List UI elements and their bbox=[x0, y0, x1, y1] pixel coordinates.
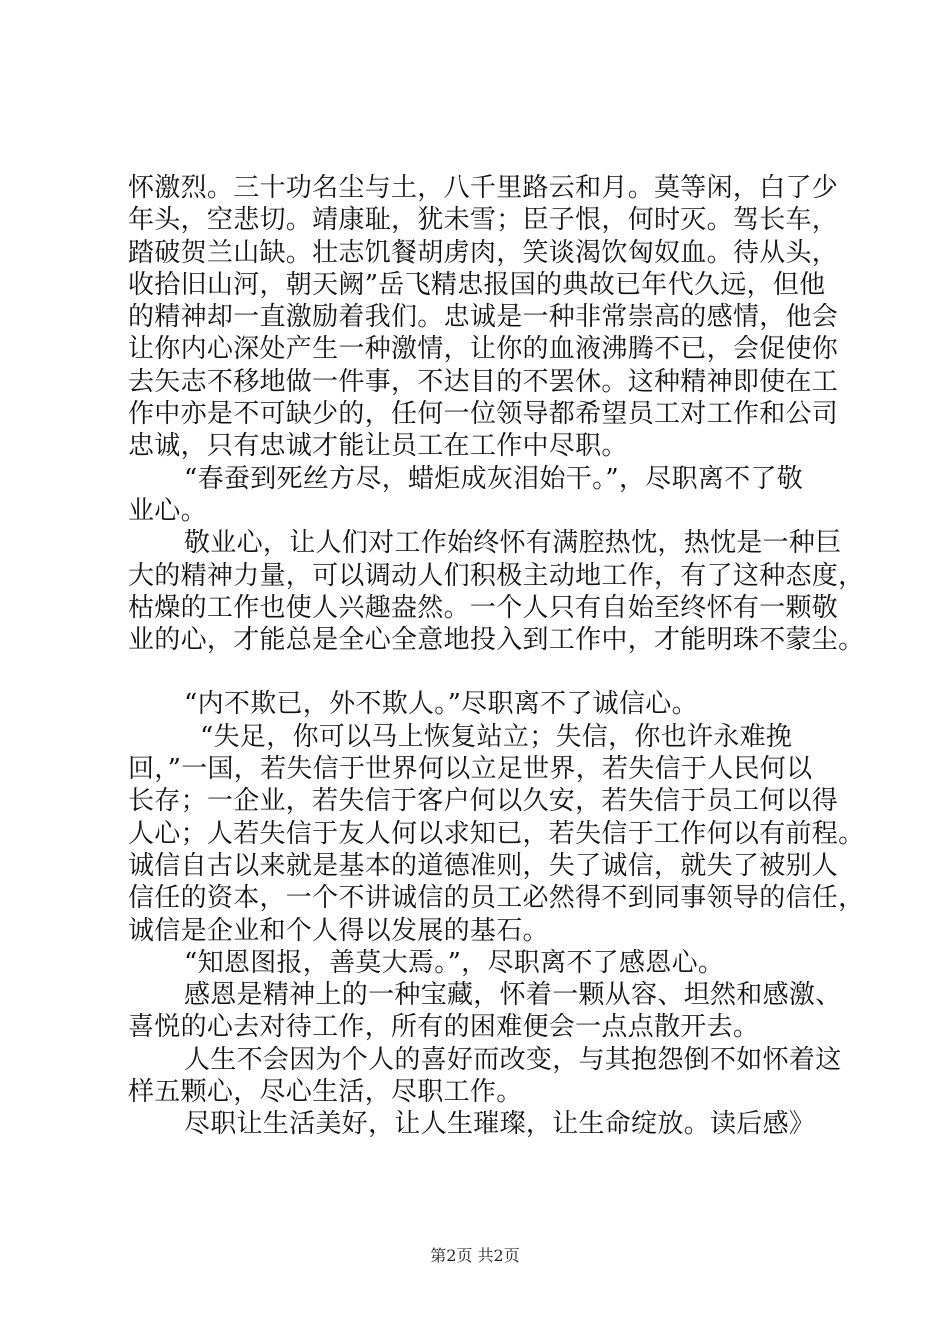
text-line: 业的心，才能总是全心全意地投入到工作中，才能明珠不蒙尘。 bbox=[128, 625, 865, 656]
text-line: 大的精神力量，可以调动人们积极主动地工作，有了这种态度， bbox=[128, 560, 865, 591]
text-line: 诚信自古以来就是基本的道德准则，失了诚信，就失了被别人 bbox=[128, 850, 839, 881]
text-line: 尽职让生活美好，让人生璀璨，让生命绽放。读后感》 bbox=[184, 1109, 816, 1140]
text-line: 信任的资本，一个不讲诚信的员工必然得不到同事领导的信任， bbox=[128, 883, 865, 914]
text-line: 踏破贺兰山缺。壮志饥餐胡虏肉，笑谈渴饮匈奴血。待从头， bbox=[128, 237, 839, 268]
text-line: 的精神却一直激励着我们。忠诚是一种非常崇高的感情，他会 bbox=[128, 302, 839, 333]
text-line: 怀激烈。三十功名尘与土，八千里路云和月。莫等闲，白了少 bbox=[128, 173, 839, 203]
text-line: 人生不会因为个人的喜好而改变，与其抱怨倒不如怀着这 bbox=[184, 1044, 842, 1075]
text-line: 作中亦是不可缺少的，任何一位领导都希望员工对工作和公司 bbox=[128, 399, 839, 430]
text-line: 人心；人若失信于友人何以求知已，若失信于工作何以有前程。 bbox=[128, 818, 865, 849]
text-line: 年头，空悲切。靖康耻，犹未雪；臣子恨，何时灭。驾长车， bbox=[128, 205, 839, 236]
page-footer bbox=[0, 1246, 950, 1266]
text-line: 喜悦的心去对待工作，所有的困难便会一点点散开去。 bbox=[128, 1012, 760, 1043]
text-line: “失足，你可以马上恢复站立；失信，你也许永难挽 bbox=[200, 721, 793, 752]
text-line: 长存；一企业，若失信于客户何以久安，若失信于员工何以得 bbox=[128, 786, 839, 817]
text-line: “内不欺已，外不欺人。”尽职离不了诚信心。 bbox=[184, 689, 698, 720]
text-line: 让你内心深处产生一种激情，让你的血液沸腾不已，会促使你 bbox=[128, 334, 839, 365]
page-number-label: 第2页 共2页 bbox=[430, 1246, 520, 1265]
text-line: 业心。 bbox=[128, 495, 207, 526]
text-line: “春蚕到死丝方尽，蜡炬成灰泪始干。”，尽职离不了敬 bbox=[184, 463, 804, 494]
text-line: 忠诚，只有忠诚才能让员工在工作中尽职。 bbox=[128, 431, 628, 462]
text-line: 敬业心，让人们对工作始终怀有满腔热忱，热忱是一种巨 bbox=[184, 528, 842, 559]
text-line: 回，”一国，若失信于世界何以立足世界，若失信于人民何以 bbox=[128, 754, 813, 785]
paragraph-gap bbox=[128, 656, 844, 688]
text-line: “知恩图报，善莫大焉。”，尽职离不了感恩心。 bbox=[184, 947, 725, 978]
text-line: 去矢志不移地做一件事，不达目的不罢休。这种精神即使在工 bbox=[128, 366, 839, 397]
text-line: 收拾旧山河，朝天阙”岳飞精忠报国的典故已年代久远，但他 bbox=[128, 269, 826, 300]
text-line: 样五颗心，尽心生活，尽职工作。 bbox=[128, 1077, 523, 1108]
text-line: 诚信是企业和个人得以发展的基石。 bbox=[128, 915, 549, 946]
body-text bbox=[128, 172, 865, 1141]
text-line: 枯燥的工作也使人兴趣盎然。一个人只有自始至终怀有一颗敬 bbox=[128, 592, 839, 623]
text-line: 感恩是精神上的一种宝藏，怀着一颗从容、坦然和感激、 bbox=[184, 980, 842, 1011]
